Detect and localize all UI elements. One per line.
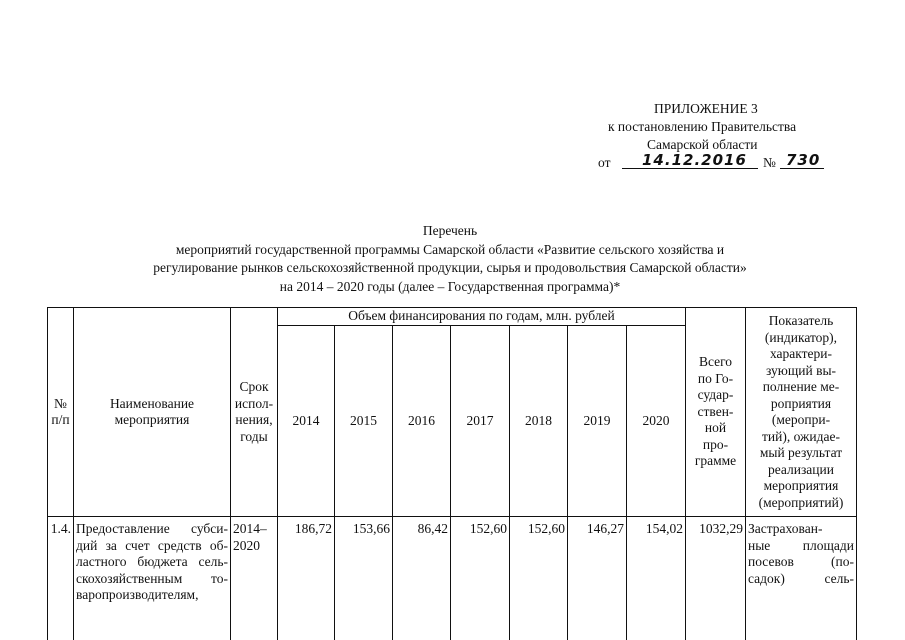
row-value-2016: 86,42	[417, 521, 448, 536]
header-year-2020: 2020	[642, 412, 670, 428]
measures-table	[47, 307, 857, 640]
header-indicator-line: роприятия	[770, 395, 832, 411]
header-indicator-line: Показатель	[768, 313, 834, 328]
appendix-title: ПРИЛОЖЕНИЕ 3	[654, 101, 758, 116]
header-indicator-line: (мероприятий)	[758, 494, 844, 510]
header-name	[74, 308, 230, 516]
heading-line-1: Перечень	[422, 223, 478, 238]
header-num-line: №	[54, 395, 67, 411]
number-label: №	[763, 155, 776, 170]
row-value-2017: 152,60	[469, 521, 507, 536]
from-label: от	[598, 155, 611, 170]
header-indicator-line: полнение ме-	[762, 379, 840, 394]
row-term	[233, 521, 277, 554]
header-funding-group: Объем финансирования по годам, млн. рублей	[348, 308, 615, 324]
header-indicator	[746, 308, 856, 516]
header-year-2017: 2017	[466, 412, 494, 428]
row-value-2018: 152,60	[527, 521, 565, 536]
header-indicator-line: реализации	[768, 461, 834, 477]
row-total: 1032,29	[699, 521, 743, 536]
header-indicator-line: характери-	[769, 346, 833, 361]
header-indicator-line: мый результат	[759, 445, 843, 460]
header-term	[231, 308, 277, 516]
row-term-line: 2014–	[233, 521, 267, 536]
row-name-line: скохозяйственным то-	[76, 570, 228, 586]
row-number: 1.4.	[50, 521, 71, 536]
header-year-2019: 2019	[583, 412, 611, 428]
header-indicator-line: зующий вы-	[765, 362, 837, 378]
document-heading	[70, 222, 830, 296]
row-indicator-line: ные площади	[748, 537, 854, 553]
header-total-line: Всего	[698, 354, 733, 370]
row-value-2019: 146,27	[586, 521, 624, 536]
row-name-line: дий за счет средств об-	[76, 537, 228, 553]
header-name-line: мероприятия	[114, 412, 190, 427]
header-total-line: ной	[704, 420, 727, 436]
header-total-line: грамме	[694, 453, 737, 469]
header-indicator-line: (меропри-	[771, 412, 831, 427]
header-indicator-line: тий), ожидае-	[762, 428, 840, 444]
header-indicator-line: мероприятия	[763, 478, 839, 493]
header-bottom-border	[47, 516, 856, 517]
header-total	[686, 308, 745, 516]
heading-line-3: регулирование рынков сельскохозяйственной продукции, сырья и продовольствия Самарской области»	[153, 260, 747, 275]
header-num-line: п/п	[51, 412, 70, 427]
row-indicator-line: посевов (по-	[748, 554, 854, 569]
header-total-line: про-	[702, 436, 729, 452]
header-num	[48, 308, 73, 516]
row-indicator-line: садок) сель-	[748, 570, 854, 586]
row-name	[76, 521, 228, 604]
appendix-subtitle: к постановлению Правительства	[608, 119, 797, 134]
header-term-line: нения,	[235, 412, 273, 427]
header-total-line: судар-	[697, 387, 734, 403]
handwritten-number: 730	[786, 151, 821, 169]
row-indicator-line: Застрахован-	[748, 521, 823, 536]
row-indicator	[748, 521, 854, 587]
header-indicator-line: (индикатор),	[764, 329, 838, 345]
appendix-region: Самарской области	[647, 137, 758, 152]
row-name-line: Предоставление субси-	[76, 521, 228, 536]
header-name-line: Наименование	[109, 395, 195, 411]
row-name-line: варопроизводителям,	[76, 587, 199, 602]
header-year-2014: 2014	[292, 412, 320, 428]
row-value-2015: 153,66	[352, 521, 390, 536]
header-total-line: по Го-	[697, 370, 734, 386]
row-value-2014: 186,72	[294, 521, 332, 536]
header-term-line: испол-	[234, 395, 274, 411]
header-term-line: Срок	[239, 379, 269, 394]
row-value-2020: 154,02	[645, 521, 683, 536]
header-year-2015: 2015	[350, 412, 377, 428]
heading-line-2: мероприятий государственной программы Самарской области «Развитие сельского хозяйства и	[175, 241, 725, 257]
header-total-line: ствен-	[697, 403, 734, 419]
table-right-border	[856, 307, 857, 640]
handwritten-date: 14.12.2016	[642, 151, 747, 169]
row-term-line: 2020	[233, 537, 260, 553]
header-year-2016: 2016	[408, 412, 435, 428]
heading-line-4: на 2014 – 2020 годы (далее – Государственная программа)*	[279, 278, 621, 294]
header-term-line: годы	[240, 428, 268, 444]
row-name-line: ластного бюджета сель-	[76, 554, 228, 569]
header-year-2018: 2018	[525, 412, 552, 428]
